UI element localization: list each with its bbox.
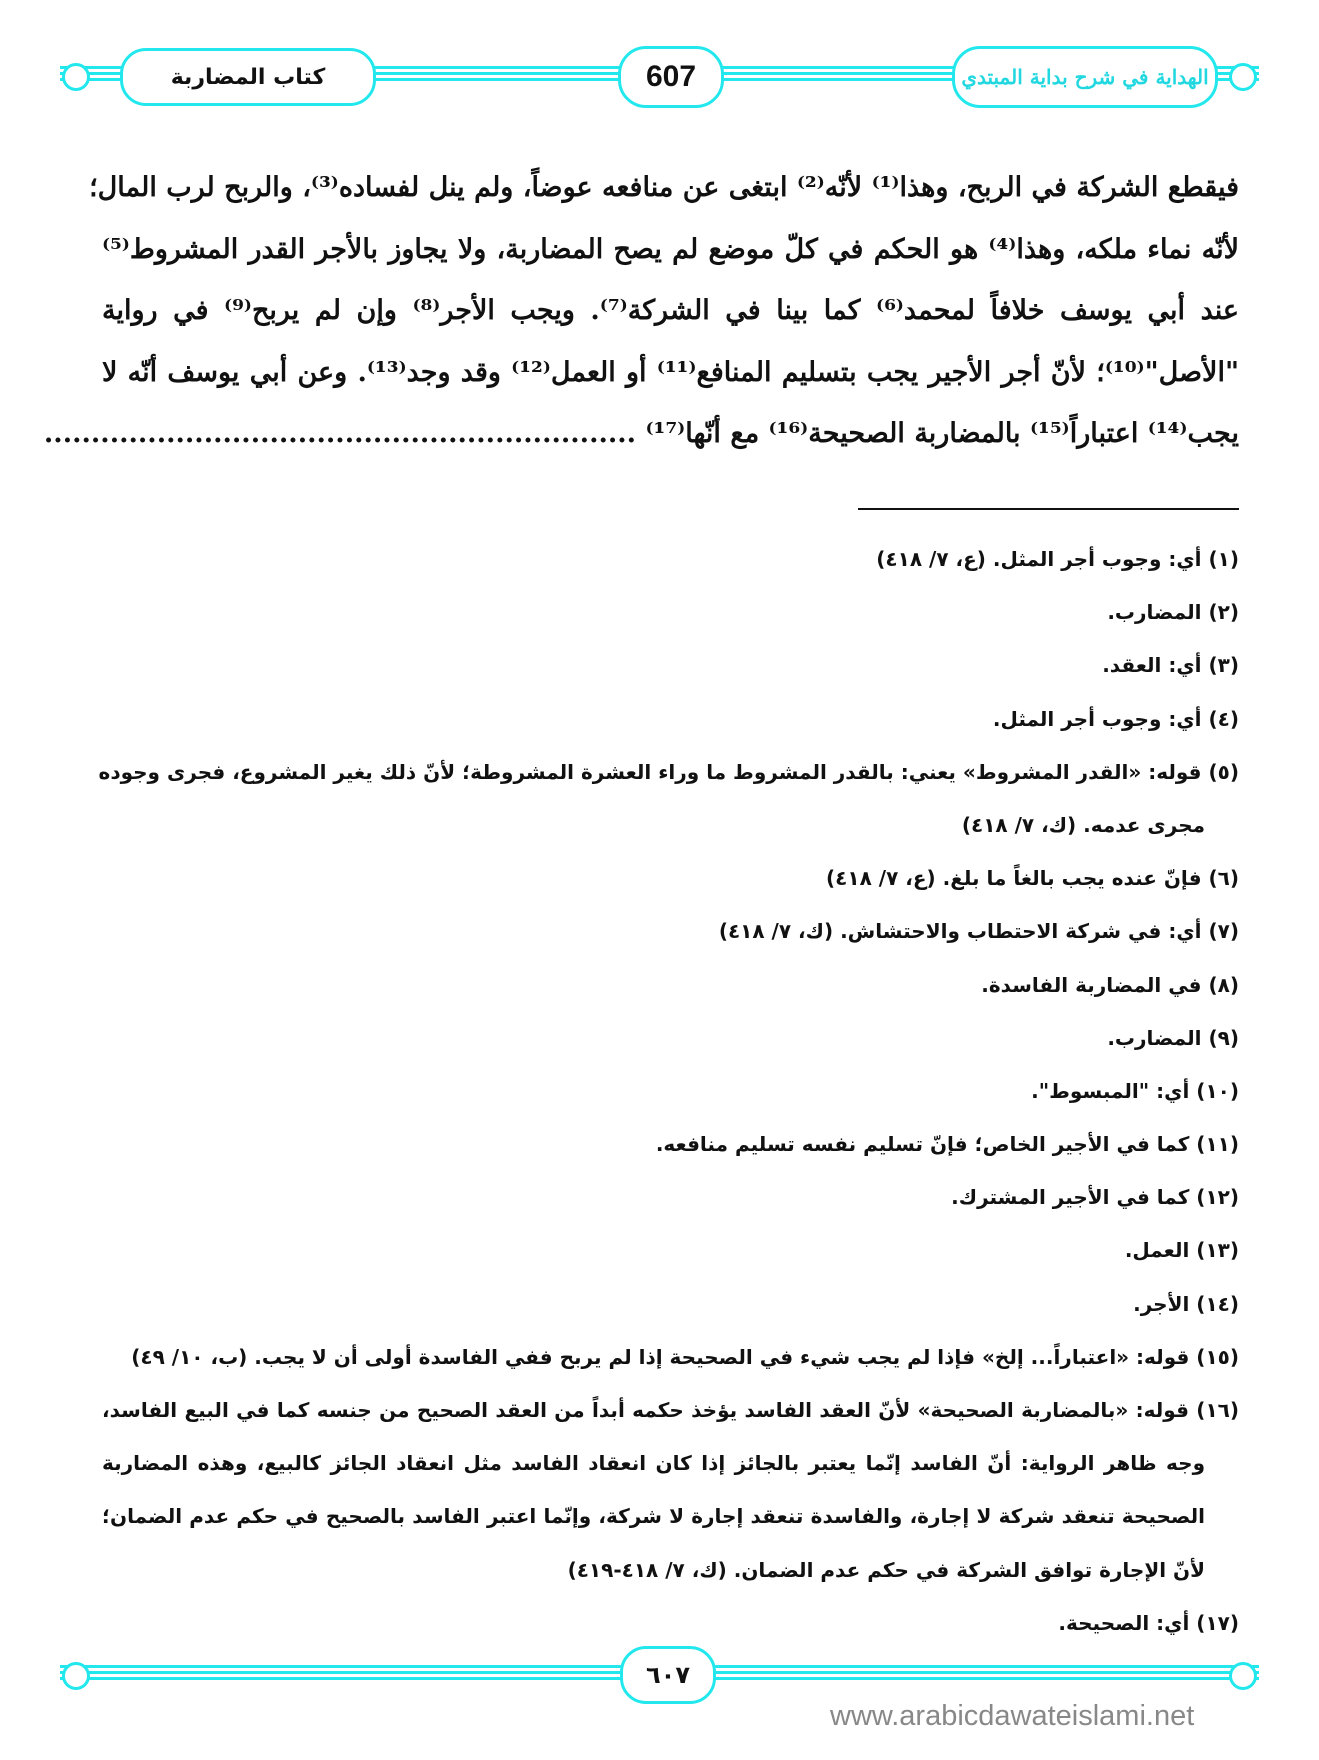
footnote: (٤) أي: وجوب أجر المثل. <box>992 706 1239 731</box>
footnote: (٥) قوله: «القدر المشروط» يعني: بالقدر المشروط ما وراء العشرة المشروطة؛ لأنّ ذلك يغير المشروع، فجرى وجوده <box>98 759 1239 784</box>
text-line: عند أبي يوسف خلافاً لمحمد⁽⁶⁾ كما بينا في الشركة⁽⁷⁾. ويجب الأجر⁽⁸⁾ وإن لم يربح⁽⁹⁾ في رواية <box>102 295 1240 326</box>
chapter-title: كتاب المضاربة <box>120 48 376 106</box>
text-line: يجب⁽¹⁴⁾ اعتباراً⁽¹⁵⁾ بالمضاربة الصحيحة⁽¹⁶⁾ مع أنّها⁽¹⁷⁾ ............................................................... <box>43 418 1239 449</box>
ornament-end-icon <box>1229 1662 1257 1690</box>
footnote: (١٥) قوله: «اعتباراً... إلخ» فإذا لم يجب شيء في الصحيحة إذا لم يربح ففي الفاسدة أولى أن لا يجب. (ب، ١٠/ ٤٩) <box>131 1344 1239 1369</box>
footnote-separator <box>858 508 1239 510</box>
text-line: فيقطع الشركة في الربح، وهذا⁽¹⁾ لأنّه⁽²⁾ ابتغى عن منافعه عوضاً، ولم ينل لفساده⁽³⁾، والربح لرب المال؛ <box>89 172 1239 203</box>
main-text <box>43 157 1240 465</box>
ornament-end-icon <box>1229 63 1257 91</box>
page-number: 607 <box>618 46 724 108</box>
footnotes <box>98 533 1239 1650</box>
text-line: "الأصل"⁽¹⁰⁾؛ لأنّ أجر الأجير يجب بتسليم المنافع⁽¹¹⁾ أو العمل⁽¹²⁾ وقد وجد⁽¹³⁾. وعن أبي يوسف أنّه لا <box>102 356 1240 388</box>
ornament-end-icon <box>62 1662 90 1690</box>
text-line: لأنّه نماء ملكه، وهذا⁽⁴⁾ هو الحكم في كلّ موضع لم يصح المضاربة، ولا يجاوز بالأجر القدر المشروط⁽⁵⁾ <box>102 233 1239 265</box>
footnote-continuation: لأنّ الإجارة توافق الشركة في حكم عدم الضمان. (ك، ٧/ ٤١٨-٤١٩) <box>567 1557 1205 1582</box>
book-title-logo: الهداية في شرح بداية المبتدي <box>952 46 1218 108</box>
footnote: (١) أي: وجوب أجر المثل. (ع، ٧/ ٤١٨) <box>876 547 1239 571</box>
footnote: (٨) في المضاربة الفاسدة. <box>981 972 1239 997</box>
footnote: (٢) المضارب. <box>1107 600 1239 625</box>
footnote: (١٢) كما في الأجير المشترك. <box>951 1185 1239 1210</box>
footnote: (٧) أي: في شركة الاحتطاب والاحتشاش. (ك، ٧/ ٤١٨) <box>718 919 1239 944</box>
footnote: (١٠) أي: "المبسوط". <box>1031 1078 1239 1103</box>
footnote-continuation: مجرى عدمه. (ك، ٧/ ٤١٨) <box>961 812 1205 837</box>
footnote: (١٧) أي: الصحيحة. <box>1058 1610 1239 1635</box>
footer-page-number: ٦٠٧ <box>620 1646 716 1704</box>
footnote: (٩) المضارب. <box>1107 1025 1239 1050</box>
footnote-continuation: الصحيحة تنعقد شركة لا إجارة، والفاسدة تنعقد إجارة لا شركة، وإنّما اعتبر الفاسد بالصحيح في حكم عدم الضمان؛ <box>102 1504 1205 1529</box>
footnote: (١٣) العمل. <box>1124 1238 1239 1263</box>
footnote: (٣) أي: العقد. <box>1102 653 1239 678</box>
footnote: (١١) كما في الأجير الخاص؛ فإنّ تسليم نفسه تسليم منافعه. <box>655 1132 1239 1157</box>
website-link[interactable]: www.arabicdawateislami.net <box>830 1700 1195 1732</box>
footnote: (٦) فإنّ عنده يجب بالغاً ما بلغ. (ع، ٧/ ٤١٨) <box>826 866 1239 891</box>
footnote-continuation: وجه ظاهر الرواية: أنّ الفاسد إنّما يعتبر بالجائز إذا كان انعقاد الفاسد مثل انعقاد الجائز كالبيع، وهذه المضاربة <box>102 1451 1205 1476</box>
ornament-end-icon <box>62 63 90 91</box>
footnote: (١٦) قوله: «بالمضاربة الصحيحة» لأنّ العقد الفاسد يؤخذ حكمه أبداً من العقد الصحيح من جنسه كما في البيع الفاسد، <box>102 1398 1239 1422</box>
footnote: (١٤) الأجر. <box>1133 1291 1239 1316</box>
